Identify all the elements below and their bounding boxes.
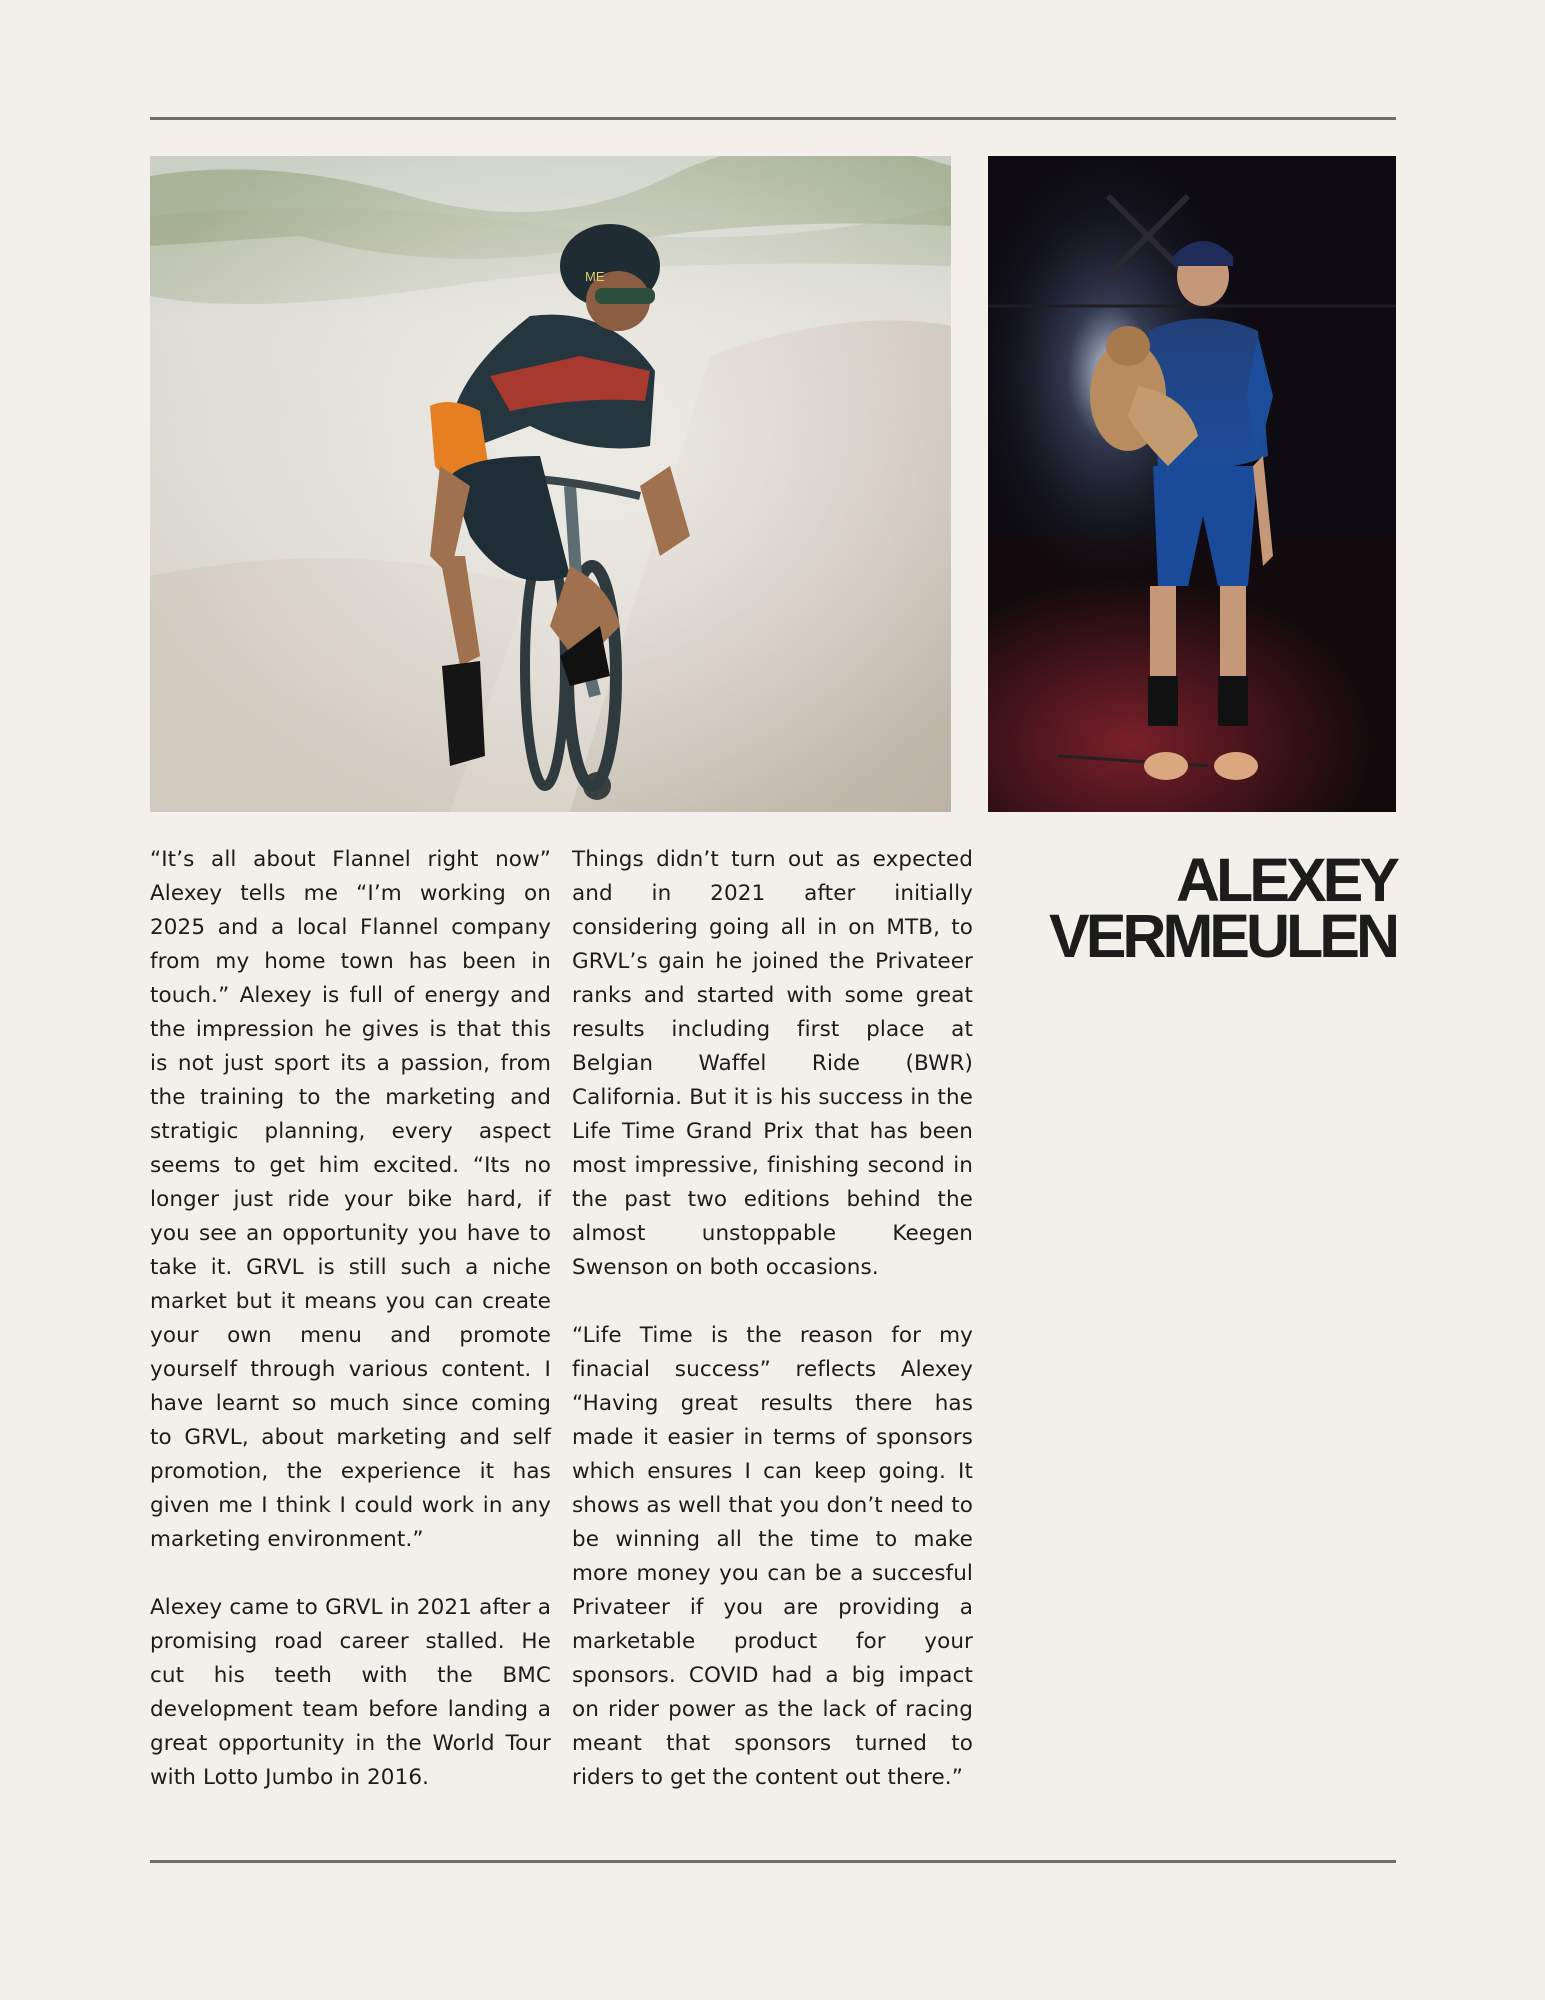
athlete-name-heading xyxy=(988,846,1396,970)
top-rule xyxy=(150,117,1396,120)
cyclist-photo-image xyxy=(150,156,951,812)
portrait-photo xyxy=(988,156,1396,812)
article-column-right xyxy=(572,843,973,1795)
cyclist-photo xyxy=(150,156,951,812)
svg-text:ME: ME xyxy=(585,269,605,284)
article-paragraph: Alexey came to GRVL in 2021 after a promising road career stalled. He cut his teeth with the BMC development team before landing a great opportunity in the World Tour with Lotto Jumbo in 2016. xyxy=(150,1595,551,1790)
portrait-photo-image xyxy=(988,156,1396,812)
athlete-last-name: VERMEULEN xyxy=(1049,902,1396,970)
article-paragraph: Things didn’t turn out as expected and in 2021 after initially considering going all in on MTB, to GRVL’s gain he joined the Privateer ranks and started with some great results including first place at Belgian Waffel Ride (BWR) California. But it is his success in the Life Time Grand Prix that has been most impressive, finishing second in the past two editions behind the almost unstoppable Keegen Swenson on both occasions. xyxy=(572,847,973,1280)
article-column-left xyxy=(150,843,551,1795)
article-paragraph: “It’s all about Flannel right now” Alexey tells me “I’m working on 2025 and a local Flannel company from my home town has been in touch.” Alexey is full of energy and the impression he gives is that this is not just sport its a passion, from the training to the marketing and stratigic planning, every aspect seems to get him excited. “Its no longer just ride your bike hard, if you see an opportunity you have to take it. GRVL is still such a niche market but it means you can create your own menu and promote yourself through various content. I have learnt so much since coming to GRVL, about marketing and self promotion, the experience it has given me I think I could work in any marketing environment.” xyxy=(150,847,551,1552)
athlete-first-name: ALEXEY xyxy=(1175,846,1396,914)
article-paragraph: “Life Time is the reason for my finacial success” reflects Alexey “Having great results there has made it easier in terms of sponsors which ensures I can keep going. It shows as well that you don’t need to be winning all the time to make more money you can be a succesful Privateer if you are providing a marketable product for your sponsors. COVID had a big impact on rider power as the lack of racing meant that sponsors turned to riders to get the content out there.” xyxy=(572,1323,973,1790)
bottom-rule xyxy=(150,1860,1396,1863)
